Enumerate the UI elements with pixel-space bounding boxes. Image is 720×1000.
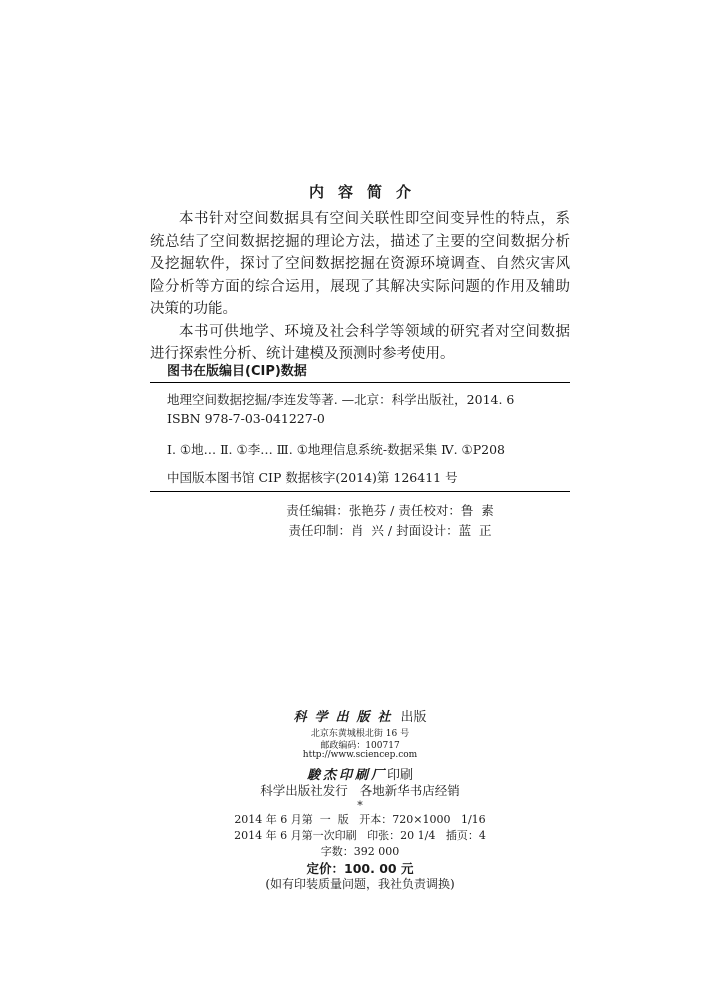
intro-paragraph: 本书针对空间数据具有空间关联性即空间变异性的特点，系统总结了空间数据挖掘的理论方法，描述了主要的空间数据分析及挖掘软件，探讨了空间数据挖掘在资源环境调查、自然灾害风险分析等方面的综合运用，展现了其解决实际问题的作用及辅助决策的功能。 [150,211,570,317]
separator-star: * [357,799,363,812]
cip-subjects: Ⅰ. ①地… Ⅱ. ①李… Ⅲ. ①地理信息系统-数据采集 Ⅳ. ①P208 [167,442,506,457]
publisher-suffix: 出版 [400,710,427,725]
cip-bottom-rule [150,491,570,492]
publisher-address: 北京东黄城根北街 16 号 [310,729,410,739]
responsibility-editors: 责任编辑：张艳芬 / 责任校对：鲁 素 [286,503,494,518]
publisher-postcode: 邮政编码：100717 [320,741,400,751]
cip-record-number: 中国版本图书馆 CIP 数据核字(2014)第 126411 号 [167,470,458,485]
publisher-line [0,706,720,725]
price: 定价：100. 00 元 [306,861,414,876]
printer-suffix: 印刷 [387,768,414,783]
publisher-logo-text: 科学出版社 [293,710,399,725]
responsibility-production: 责任印制：肖 兴 / 封面设计：蓝 正 [288,523,492,538]
section-title-intro: 内容简介 [308,183,425,201]
distribution-line: 科学出版社发行 各地新华书店经销 [260,783,460,798]
cip-top-rule [150,382,570,383]
quality-note: (如有印装质量问题，我社负责调换) [265,877,455,891]
publisher-website: http://www.sciencep.com [302,750,418,760]
printing-line: 2014 年 6 月第一次印刷 印张：20 1/4 插页：4 [234,829,486,842]
cip-heading: 图书在版编目(CIP)数据 [167,364,307,379]
intro-body [150,208,570,366]
cip-title-line: 地理空间数据挖掘/李连发等著. —北京：科学出版社，2014. 6 [167,392,515,407]
word-count: 字数：392 000 [320,845,400,858]
cip-isbn: ISBN 978-7-03-041227-0 [167,411,325,426]
printer-logo-text: 駿杰印刷厂 [306,768,387,783]
edition-line: 2014 年 6 月第 一 版 开本：720×1000 1/16 [234,813,486,826]
intro-paragraph: 本书可供地学、环境及社会科学等领域的研究者对空间数据进行探索性分析、统计建模及预测时参考使用。 [150,323,570,362]
